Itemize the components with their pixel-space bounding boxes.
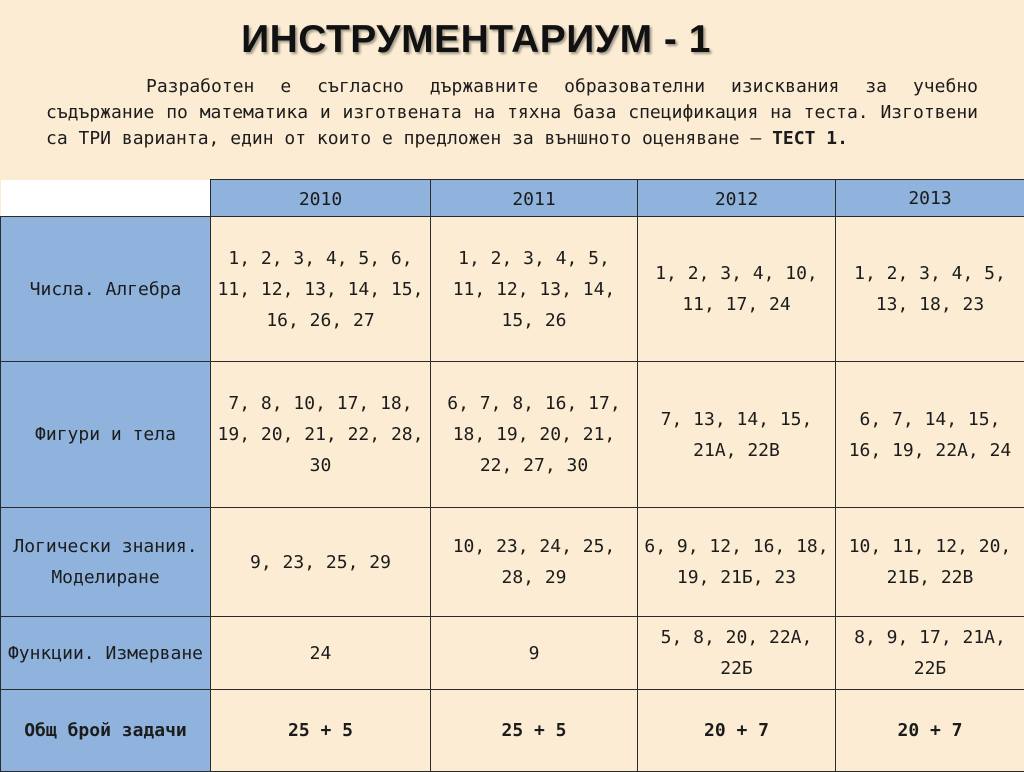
row-label-total-tasks: Общ брой задачи (1, 690, 211, 772)
table-cell: 24 (211, 617, 431, 690)
table-cell: 7, 13, 14, 15, 21А, 22В (638, 362, 836, 508)
header-corner (1, 180, 211, 217)
row-label-figures-solids: Фигури и тела (1, 362, 211, 508)
page-title: ИНСТРУМЕНТАРИУМ - 1 (0, 18, 952, 62)
column-header-2012: 2012 (638, 180, 836, 217)
table-cell: 10, 23, 24, 25, 28, 29 (431, 508, 638, 617)
table-cell: 9 (431, 617, 638, 690)
total-cell: 25 + 5 (431, 690, 638, 772)
column-header-2013: 2013 (836, 180, 1024, 217)
table-cell: 6, 7, 14, 15, 16, 19, 22А, 24 (836, 362, 1024, 508)
row-label-logic-modeling: Логически знания. Моделиране (1, 508, 211, 617)
table-row (1, 617, 1024, 690)
table-row (1, 217, 1024, 362)
column-header-2010: 2010 (211, 180, 431, 217)
table-cell: 1, 2, 3, 4, 5, 6, 11, 12, 13, 14, 15, 16, 26, 27 (211, 217, 431, 362)
table-row (1, 362, 1024, 508)
table-cell: 8, 9, 17, 21А, 22Б (836, 617, 1024, 690)
intro-text: Разработен е съгласно държавните образователни изисквания за учебно съдържание по математика и изготвената на тяхна база спецификация на теста. Изготвени са ТРИ варианта, един от които е предложен за външното оценяване – (46, 76, 978, 149)
table-cell: 7, 8, 10, 17, 18, 19, 20, 21, 22, 28, 30 (211, 362, 431, 508)
table-cell: 5, 8, 20, 22А, 22Б (638, 617, 836, 690)
total-row (1, 690, 1024, 772)
header-row (1, 180, 1024, 217)
table-cell: 9, 23, 25, 29 (211, 508, 431, 617)
table-cell: 6, 9, 12, 16, 18, 19, 21Б, 23 (638, 508, 836, 617)
table-cell: 1, 2, 3, 4, 10, 11, 17, 24 (638, 217, 836, 362)
intro-test-name: ТЕСТ 1. (772, 128, 848, 149)
total-cell: 20 + 7 (836, 690, 1024, 772)
table-cell: 1, 2, 3, 4, 5, 13, 18, 23 (836, 217, 1024, 362)
row-label-functions-measurement: Функции. Измерване (1, 617, 211, 690)
column-header-2011: 2011 (431, 180, 638, 217)
table-cell: 10, 11, 12, 20, 21Б, 22В (836, 508, 1024, 617)
total-cell: 25 + 5 (211, 690, 431, 772)
table-row (1, 508, 1024, 617)
table-cell: 1, 2, 3, 4, 5, 11, 12, 13, 14, 15, 26 (431, 217, 638, 362)
intro-paragraph (46, 74, 978, 152)
table-cell: 6, 7, 8, 16, 17, 18, 19, 20, 21, 22, 27, 30 (431, 362, 638, 508)
total-cell: 20 + 7 (638, 690, 836, 772)
row-label-numbers-algebra: Числа. Алгебра (1, 217, 211, 362)
tasks-table (0, 179, 1024, 772)
